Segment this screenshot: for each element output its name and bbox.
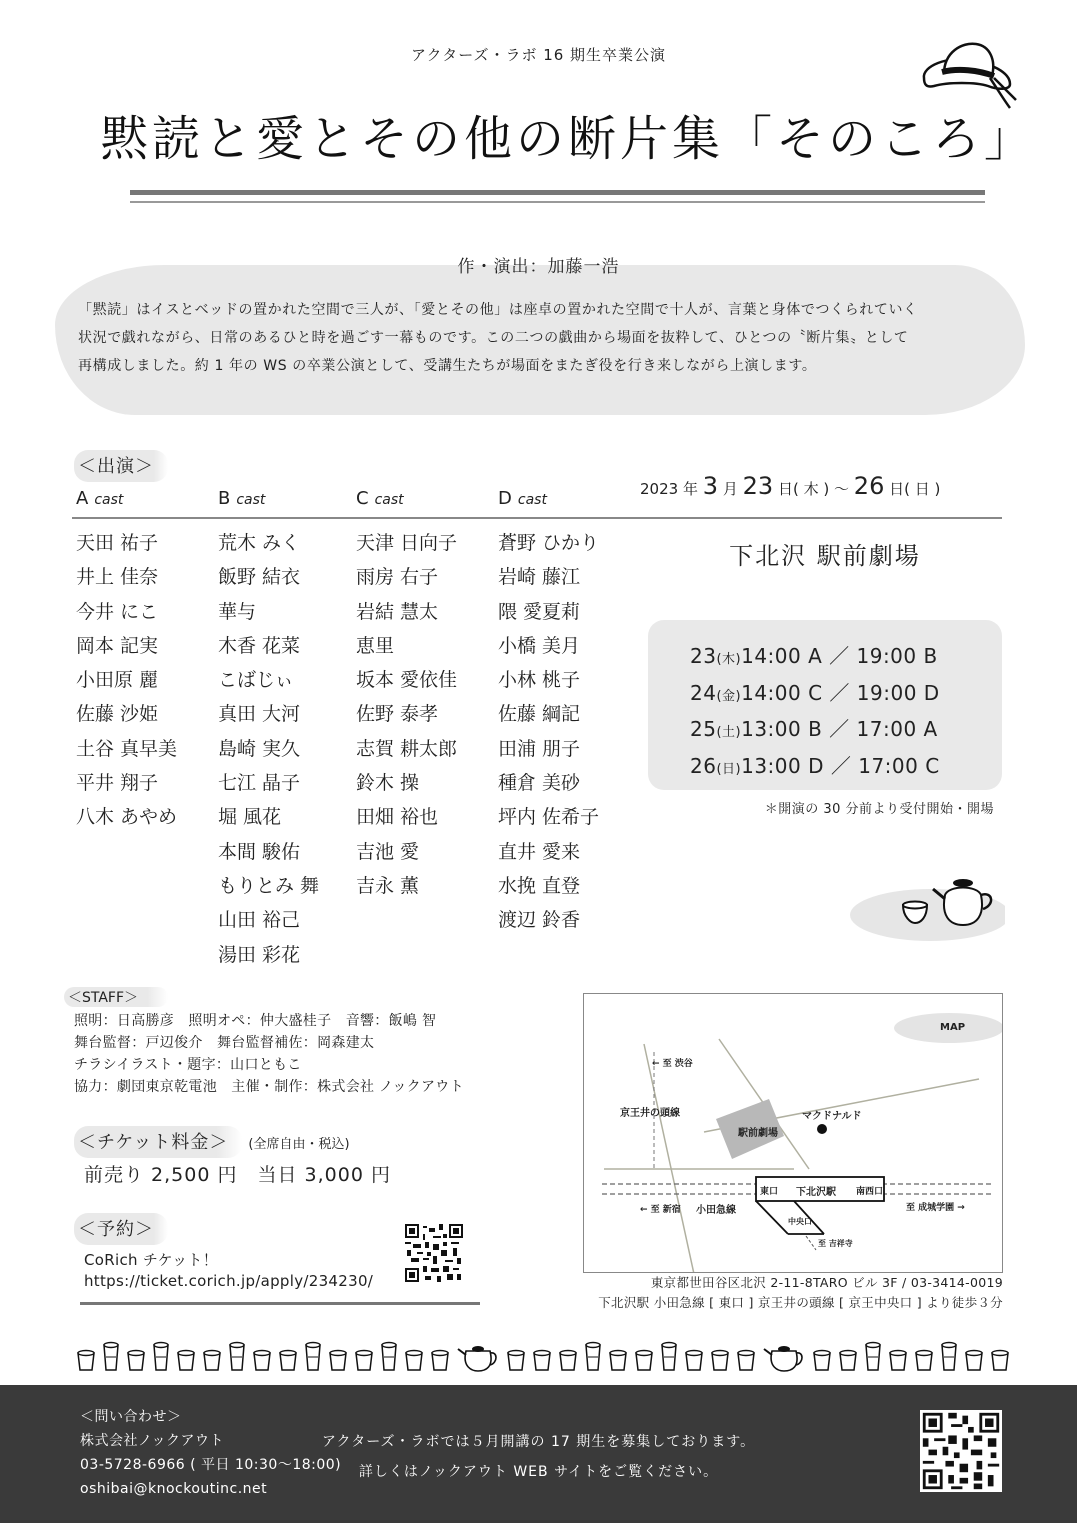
cast-member: 岩崎 藤江 — [498, 566, 581, 589]
cup-icon — [356, 1351, 372, 1371]
cup-icon — [178, 1351, 194, 1371]
map-to-shibuya: ← 至 渋谷 — [652, 1059, 693, 1069]
cups-decoration — [72, 1337, 1012, 1373]
map-title: MAP — [940, 1022, 966, 1033]
contact-email[interactable]: oshibai@knockoutinc.net — [80, 1481, 268, 1497]
cast-member: 坪内 佐希子 — [498, 806, 600, 829]
cast-member: 直井 愛来 — [498, 840, 581, 863]
cast-member: 小橋 美月 — [498, 634, 581, 657]
title-rule — [130, 190, 985, 195]
map-southwest-exit: 南西口 — [856, 1187, 884, 1197]
hat-icon — [918, 38, 1018, 113]
cup-icon — [686, 1351, 702, 1371]
cast-member: 本間 駿佑 — [218, 840, 301, 863]
cast-member: 荒木 みく — [218, 532, 301, 554]
teapot-icon — [764, 1346, 802, 1371]
cup-icon — [280, 1351, 296, 1371]
venue-name: 下北沢 駅前劇場 — [729, 542, 921, 570]
schedule-row: 25(土)13:00 B ／ 17:00 A — [690, 717, 938, 741]
cup-icon — [560, 1351, 576, 1371]
staff-list — [74, 1010, 464, 1098]
map-to-seijo: 至 成城学園 → — [906, 1203, 965, 1213]
staff-heading: ＜STAFF＞ — [64, 987, 168, 1007]
cup-icon — [254, 1351, 270, 1371]
cast-column-d — [498, 488, 638, 938]
description-line: 状況で戯れながら、日常のあるひと時を過ごす一幕ものです。この二つの戯曲から場面を抜粋して、ひとつの〝断片集〟として — [78, 330, 909, 346]
cup-icon — [890, 1351, 906, 1371]
address-line: 下北沢駅 小田急線 [ 東口 ] 京王井の頭線 [ 京王中央口 ] より徒歩３分 — [598, 1295, 1003, 1310]
schedule-row: 23(木)14:00 A ／ 19:00 B — [690, 644, 938, 668]
cup-icon — [78, 1351, 94, 1371]
reservation-link[interactable]: https://ticket.corich.jp/apply/234230/ — [84, 1272, 374, 1290]
reservation-heading: ＜予約＞ — [74, 1213, 168, 1245]
contact-company: 株式会社ノックアウト — [80, 1433, 225, 1449]
teapot-icon — [845, 865, 1005, 945]
cup-icon — [508, 1351, 524, 1371]
reservation-info — [84, 1250, 373, 1292]
recruit-line: 詳しくはノックアウト WEB サイトをご覧ください。 — [358, 1464, 719, 1480]
staff-line: 照明：日高勝彦 照明オペ：仲大盛桂子 音響：飯嶋 智 — [74, 1013, 437, 1029]
title-rule-thin — [130, 201, 985, 203]
subtitle: アクターズ・ラボ 16 期生卒業公演 — [410, 46, 667, 64]
cup-icon — [406, 1351, 422, 1371]
glass-icon — [230, 1343, 244, 1371]
cast-column-c — [356, 488, 496, 903]
glass-icon — [154, 1343, 168, 1371]
cast-member: 小林 桃子 — [498, 669, 581, 692]
description-line: 再構成しました。約 1 年の WS の卒業公演として、受講生たちが場面をまたぎ役を行き来しながら上演します。 — [78, 358, 817, 374]
cup-icon — [636, 1351, 652, 1371]
cup-icon — [204, 1351, 220, 1371]
cast-label: D cast — [498, 488, 547, 509]
cast-member: こばじぃ — [218, 669, 294, 692]
cast-member: 真田 大河 — [218, 703, 301, 726]
cast-member: 田浦 朋子 — [498, 737, 581, 760]
cast-member: 雨房 右子 — [356, 566, 439, 589]
cast-member: 木香 花菜 — [218, 634, 301, 657]
description-line: 「黙読」はイスとベッドの置かれた空間で三人が、「愛とその他」は座卓の置かれた空間で十人が、言葉と身体でつくられていく — [78, 302, 918, 318]
cast-member: 平井 翔子 — [76, 772, 159, 795]
map-central-exit: 中央口 — [788, 1217, 812, 1226]
ticket-heading-row — [74, 1126, 350, 1158]
cast-member: 恵里 — [356, 634, 395, 657]
website-qr-code[interactable] — [920, 1410, 1002, 1492]
cast-member: 七江 晶子 — [218, 772, 301, 795]
cast-member: 井上 佳奈 — [76, 566, 159, 589]
cast-member: 岩結 慧太 — [356, 600, 439, 623]
map-odakyu-line: 小田急線 — [696, 1205, 736, 1216]
cast-column-a — [76, 488, 216, 835]
glass-icon — [382, 1343, 396, 1371]
glass-icon — [662, 1343, 676, 1371]
cup-icon — [992, 1351, 1008, 1371]
schedule-row: 24(金)14:00 C ／ 19:00 D — [690, 680, 940, 705]
map-mcdonalds: マクドナルド — [802, 1111, 862, 1122]
venue-address — [580, 1273, 1003, 1313]
cup-icon — [712, 1351, 728, 1371]
performance-dates: 2023 年 3 月 23 日( 木 ) ～ 26 日( 日 ) — [640, 472, 941, 500]
map-station: 下北沢駅 — [796, 1187, 836, 1198]
cast-member: 佐野 泰孝 — [356, 703, 439, 726]
cast-member: 小田原 麗 — [76, 669, 159, 692]
cup-icon — [814, 1351, 830, 1371]
cast-member: 渡辺 鈴香 — [498, 909, 581, 932]
cast-member: 土谷 真早美 — [76, 737, 178, 760]
map-theater: 駅前劇場 — [738, 1128, 778, 1139]
cast-member: 八木 あやめ — [76, 806, 178, 829]
venue-map[interactable] — [583, 993, 1003, 1273]
map-to-shinjuku: ← 至 新宿 — [640, 1205, 681, 1215]
cup-icon — [916, 1351, 932, 1371]
cast-member: 水挽 直登 — [498, 874, 581, 897]
staff-line: 舞台監督：戸辺俊介 舞台監督補佐：岡森建太 — [74, 1035, 375, 1051]
cast-member: 種倉 美砂 — [498, 772, 581, 795]
ticket-heading: ＜チケット料金＞ — [74, 1126, 242, 1158]
cast-member: 堀 風花 — [218, 806, 282, 829]
cast-member: 湯田 彩花 — [218, 943, 301, 966]
reservation-qr-code[interactable] — [405, 1224, 463, 1282]
opening-note: ＊開演の 30 分前より受付開始・開場 — [764, 802, 994, 817]
cast-list — [356, 526, 496, 903]
recruit-line: アクターズ・ラボでは５月開講の 17 期生を募集しております。 — [321, 1434, 756, 1450]
cup-icon — [432, 1351, 448, 1371]
recruit-notice — [0, 1427, 1077, 1487]
cast-member: 志賀 耕太郎 — [356, 737, 458, 760]
glass-icon — [306, 1343, 320, 1371]
address-line: 東京都世田谷区北沢 2-11-8TARO ビル 3F / 03-3414-0019 — [650, 1275, 1003, 1290]
map-to-kichijoji: 至 吉祥寺 — [818, 1239, 853, 1248]
map-drawing — [584, 994, 1003, 1273]
author-credit: 作・演出：加藤一浩 — [457, 257, 620, 277]
reservation-rule — [80, 1302, 480, 1305]
cup-icon — [128, 1351, 144, 1371]
cup-icon — [966, 1351, 982, 1371]
cast-member: 蒼野 ひかり — [498, 532, 600, 554]
cast-member: 岡本 記実 — [76, 634, 159, 657]
contact-heading: ＜問い合わせ＞ — [80, 1409, 182, 1425]
ticket-note: (全席自由・税込) — [248, 1137, 350, 1152]
description — [78, 296, 1013, 380]
cast-member: 佐藤 綱記 — [498, 703, 581, 726]
schedule-list — [690, 640, 940, 786]
cup-icon — [840, 1351, 856, 1371]
cast-member: 吉池 愛 — [356, 840, 420, 863]
cast-member: 田畑 裕也 — [356, 806, 439, 829]
cast-member: 鈴木 操 — [356, 772, 420, 795]
map-keio-line: 京王井の頭線 — [620, 1108, 680, 1119]
cast-list — [218, 526, 358, 972]
cast-label: B cast — [218, 488, 266, 509]
cast-member: 隈 愛夏莉 — [498, 600, 581, 623]
cup-icon — [534, 1351, 550, 1371]
cast-label: C cast — [356, 488, 404, 509]
page-title: 黙読と愛とその他の断片集「そのころ」 — [100, 111, 1037, 167]
cast-member: 天津 日向子 — [356, 532, 458, 554]
staff-line: 協力：劇団東京乾電池 主催・制作：株式会社 ノックアウト — [74, 1079, 464, 1095]
contact-phone: 03-5728-6966 ( 平日 10:30～18:00) — [80, 1457, 342, 1473]
glass-icon — [586, 1343, 600, 1371]
cast-member: 華与 — [218, 600, 257, 623]
cup-icon — [738, 1351, 754, 1371]
cast-member: 佐藤 沙姫 — [76, 703, 159, 726]
schedule-row: 26(日)13:00 D ／ 17:00 C — [690, 753, 940, 778]
cast-member: 天田 祐子 — [76, 532, 159, 554]
cast-member: 吉永 薫 — [356, 874, 420, 897]
glass-icon — [104, 1343, 118, 1371]
cast-label: A cast — [76, 488, 124, 509]
cast-member: もりとみ 舞 — [218, 874, 320, 897]
glass-icon — [942, 1343, 956, 1371]
cup-icon — [610, 1351, 626, 1371]
cast-heading: ＜出演＞ — [74, 450, 168, 482]
cast-member: 山田 裕己 — [218, 909, 301, 932]
map-east-exit: 東口 — [760, 1187, 779, 1197]
cast-list — [498, 526, 638, 938]
teapot-icon — [458, 1346, 496, 1371]
staff-line: チラシイラスト・題字：山口ともこ — [74, 1057, 302, 1073]
cast-member: 坂本 愛依佳 — [356, 669, 458, 692]
cast-member: 飯野 結衣 — [218, 566, 301, 589]
cast-member: 島崎 実久 — [218, 737, 301, 760]
cast-column-b — [218, 488, 358, 972]
ticket-prices: 前売り 2,500 円 当日 3,000 円 — [84, 1164, 391, 1186]
reservation-service: CoRich チケット！ — [84, 1251, 219, 1269]
cast-list — [76, 526, 216, 835]
glass-icon — [866, 1343, 880, 1371]
cup-icon — [330, 1351, 346, 1371]
cast-member: 今井 にこ — [76, 600, 159, 623]
